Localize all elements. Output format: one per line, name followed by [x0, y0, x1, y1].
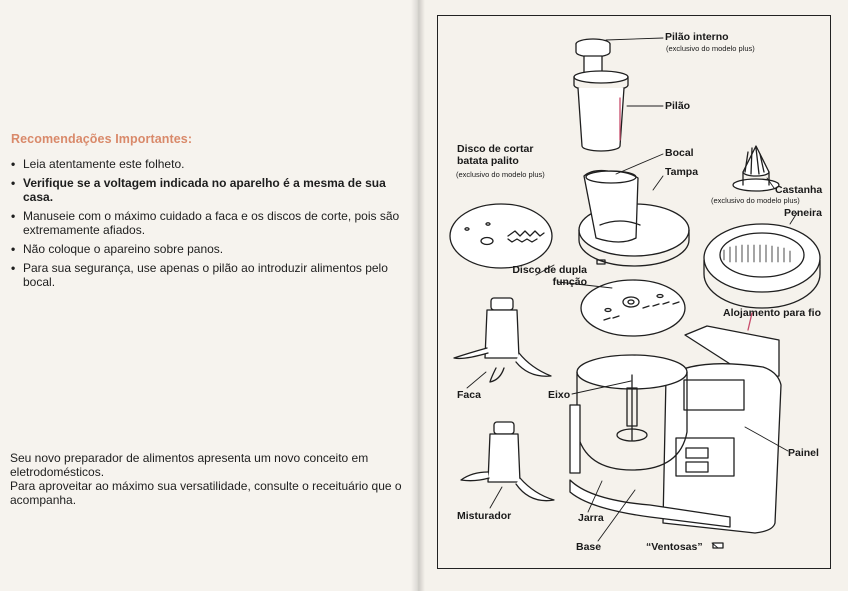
label-castanha: Castanha [775, 184, 823, 196]
lid-illustration [579, 171, 689, 266]
recommendations-title: Recomendações Importantes: [11, 132, 193, 146]
label-base: Base [576, 541, 602, 553]
label-pilao: Pilão [665, 100, 691, 112]
label-painel: Painel [788, 447, 819, 459]
label-alojamento: Alojamento para fio [723, 307, 822, 319]
citrus-reamer-illustration [733, 146, 779, 191]
label-ventosas: “Ventosas” [646, 541, 703, 553]
blade-illustration [454, 298, 551, 382]
recommendation-item: • Verifique se a voltagem indicada no aparelho é a mesma de sua casa. [11, 176, 403, 204]
label-bocal: Bocal [665, 147, 694, 159]
label-faca: Faca [457, 389, 481, 401]
label-peneira: Peneira [784, 207, 822, 219]
label-eixo: Eixo [548, 389, 571, 401]
mixer-illustration [461, 422, 554, 501]
label-disco-dupla: Disco de dupla função [512, 264, 587, 288]
recommendation-item: • Não coloque o apareino sobre panos. [11, 242, 403, 256]
note-disco-cortar: (exclusivo do modelo plus) [456, 170, 545, 179]
label-misturador: Misturador [457, 510, 512, 522]
note-castanha: (exclusivo do modelo plus) [711, 196, 800, 205]
dual-disc-illustration [581, 280, 685, 336]
label-disco-cortar: Disco de cortar batata palito [457, 143, 534, 167]
intro-paragraph: Seu novo preparador de alimentos apresenta um novo conceito em eletrodomésticos. [10, 451, 369, 479]
recommendation-item: • Para sua segurança, use apenas o pilão ao introduzir alimentos pelo bocal. [11, 261, 403, 289]
recommendation-item: • Manuseie com o máximo cuidado a faca e os discos de corte, pois são extremamente afiados. [11, 209, 403, 237]
label-pilao-interno: Pilão interno [665, 31, 729, 43]
pusher-illustration [574, 39, 628, 151]
label-jarra: Jarra [578, 512, 604, 524]
note-pilao-interno: (exclusivo do modelo plus) [666, 44, 755, 53]
label-tampa: Tampa [665, 166, 699, 178]
intro-paragraph: Para aproveitar ao máximo sua versatilidade, consulte o receituário que o acompanha. [10, 479, 402, 507]
sieve-illustration [704, 224, 820, 308]
recommendation-item: • Leia atentamente este folheto. [11, 157, 403, 171]
fry-disc-illustration [450, 204, 552, 268]
